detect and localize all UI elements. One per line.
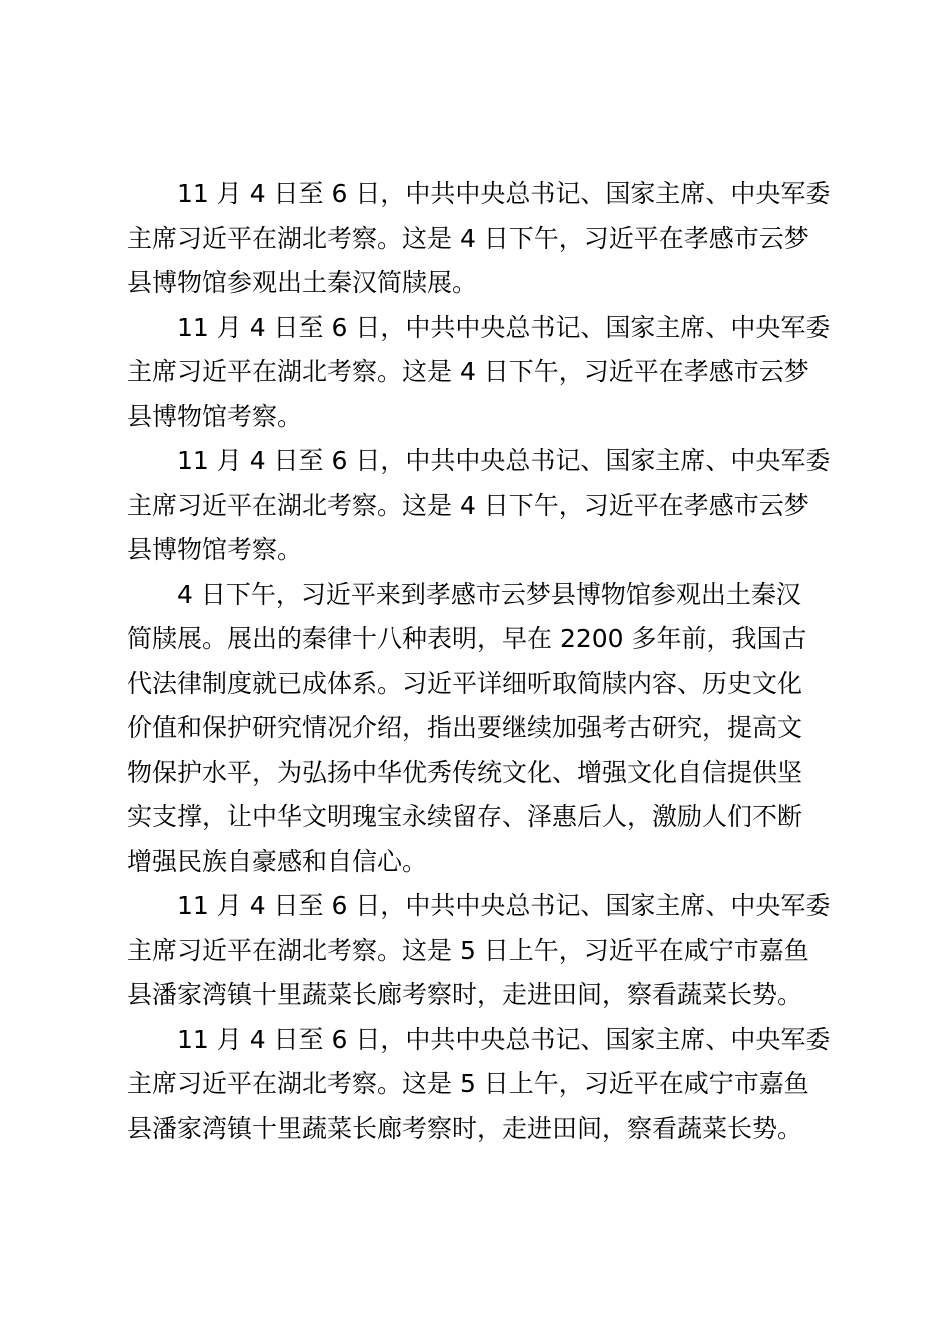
paragraph-line: 县潘家湾镇十里蔬菜长廊考察时，走进田间，察看蔬菜长势。 — [127, 980, 803, 1009]
paragraph-line: 11 月 4 日至 6 日，中共中央总书记、国家主席、中央军委 — [177, 312, 831, 342]
paragraph-line: 代法律制度就已成体系。习近平详细听取简牍内容、历史文化 — [127, 668, 803, 698]
paragraph-line: 县博物馆考察。 — [127, 401, 303, 431]
paragraph-line: 主席习近平在湖北考察。这是 4 日下午，习近平在孝感市云梦 — [127, 357, 809, 386]
paragraph-1 — [127, 172, 830, 306]
paragraph-line: 物保护水平，为弘扬中华优秀传统文化、增强文化自信提供坚 — [127, 757, 803, 787]
paragraph-4 — [127, 573, 830, 885]
paragraph-line: 县博物馆考察。 — [127, 535, 303, 564]
paragraph-6 — [127, 1018, 830, 1152]
paragraph-3 — [127, 439, 830, 573]
paragraph-line: 4 日下午，习近平来到孝感市云梦县博物馆参观出土秦汉 — [177, 579, 801, 609]
paragraph-line: 价值和保护研究情况介绍，指出要继续加强考古研究，提高文 — [127, 713, 803, 742]
paragraph-line: 主席习近平在湖北考察。这是 5 日上午，习近平在咸宁市嘉鱼 — [127, 935, 809, 965]
paragraph-line: 县博物馆参观出土秦汉简牍展。 — [127, 268, 478, 297]
paragraph-line: 11 月 4 日至 6 日，中共中央总书记、国家主席、中央军委 — [177, 179, 831, 208]
paragraph-line: 县潘家湾镇十里蔬菜长廊考察时，走进田间，察看蔬菜长势。 — [127, 1113, 803, 1143]
paragraph-line: 11 月 4 日至 6 日，中共中央总书记、国家主席、中央军委 — [177, 446, 831, 475]
paragraph-5 — [127, 884, 830, 1018]
paragraph-line: 简牍展。展出的秦律十八种表明，早在 2200 多年前，我国古 — [127, 624, 807, 653]
document-body — [127, 172, 830, 1151]
paragraph-line: 实支撑，让中华文明瑰宝永续留存、泽惠后人，激励人们不断 — [127, 802, 803, 831]
paragraph-line: 主席习近平在湖北考察。这是 5 日上午，习近平在咸宁市嘉鱼 — [127, 1069, 809, 1098]
paragraph-line: 主席习近平在湖北考察。这是 4 日下午，习近平在孝感市云梦 — [127, 223, 809, 253]
paragraph-2 — [127, 306, 830, 440]
paragraph-line: 11 月 4 日至 6 日，中共中央总书记、国家主席、中央军委 — [177, 1024, 831, 1054]
paragraph-line: 增强民族自豪感和自信心。 — [127, 846, 428, 876]
paragraph-line: 11 月 4 日至 6 日，中共中央总书记、国家主席、中央军委 — [177, 891, 831, 920]
paragraph-line: 主席习近平在湖北考察。这是 4 日下午，习近平在孝感市云梦 — [127, 490, 809, 520]
